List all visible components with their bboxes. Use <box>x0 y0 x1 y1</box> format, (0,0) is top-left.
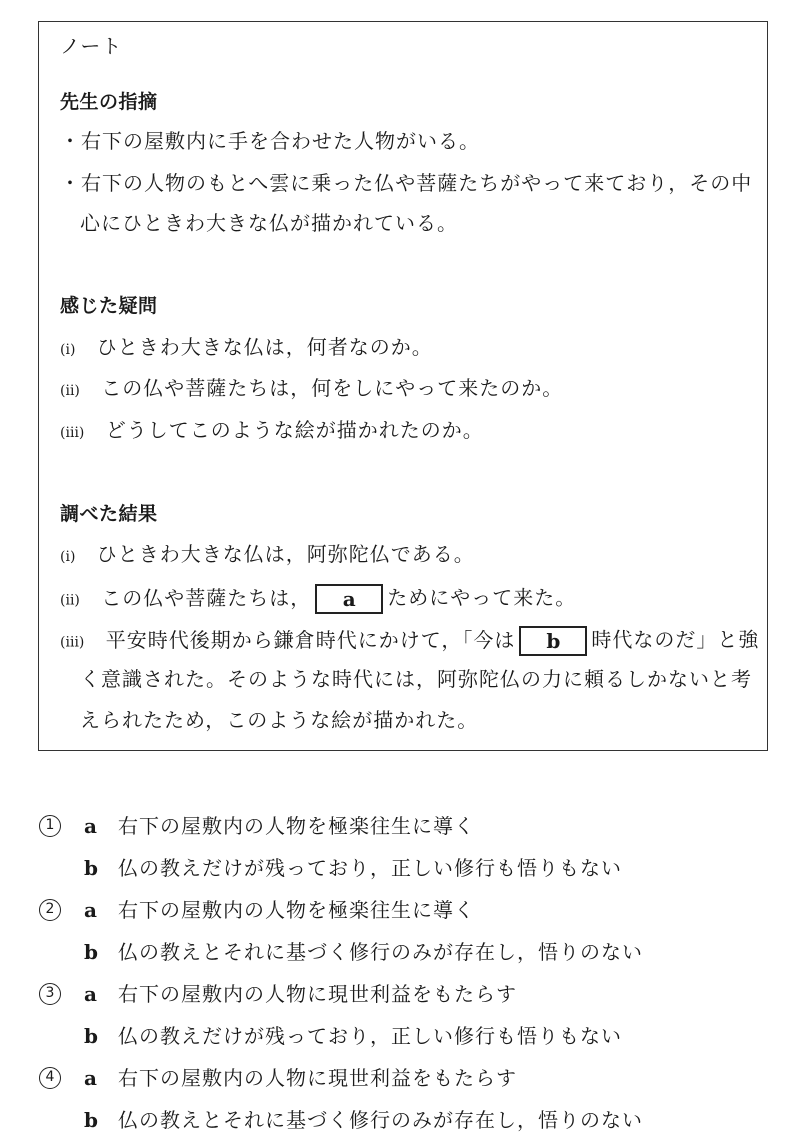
questions-heading: 感じた疑問 <box>60 295 158 317</box>
teacher-heading: 先生の指摘 <box>60 91 158 113</box>
option-2-b-text: 仏の教えとそれに基づく修行のみが存在し，悟りのない <box>118 940 643 964</box>
result-3-num: (ⅲ) <box>60 634 85 651</box>
question-3-text: どうしてこのような絵が描かれたのか。 <box>105 418 484 442</box>
option-4-number[interactable]: 4 <box>39 1067 61 1089</box>
question-1-text: ひときわ大きな仏は，何者なのか。 <box>96 335 433 359</box>
note-title: ノート <box>60 34 123 58</box>
option-4-b-text: 仏の教えとそれに基づく修行のみが存在し，悟りのない <box>118 1108 643 1132</box>
result-2-after: ためにやって来た。 <box>387 585 577 610</box>
question-2-text: この仏や菩薩たちは，何をしにやって来たのか。 <box>101 376 564 400</box>
option-4-a-label: a <box>84 1066 97 1090</box>
teacher-point-2-cont: 心にひときわ大きな仏が描かれている。 <box>80 211 458 235</box>
option-4-a-text: 右下の屋敷内の人物に現世利益をもたらす <box>118 1066 517 1090</box>
question-2-num: (ⅱ) <box>60 383 80 399</box>
result-2-before: この仏や菩薩たちは， <box>101 585 312 610</box>
result-2-num: (ⅱ) <box>60 592 80 609</box>
result-3-before: 平安時代後期から鎌倉時代にかけて，「今は <box>105 627 516 652</box>
question-3 <box>60 418 484 445</box>
result-3-after: 時代なのだ」と強 <box>591 627 760 652</box>
result-1-text: ひときわ大きな仏は，阿弥陀仏である。 <box>96 542 475 566</box>
result-1 <box>60 542 475 569</box>
result-3 <box>60 626 759 656</box>
question-2 <box>60 376 563 403</box>
option-2-a-label: a <box>84 898 97 922</box>
option-2-number[interactable]: 2 <box>39 899 61 921</box>
question-1-num: (ⅰ) <box>60 342 76 358</box>
question-3-num: (ⅲ) <box>60 425 85 441</box>
option-1-b-label: b <box>84 856 98 880</box>
result-3-line2: く意識された。そのような時代には，阿弥陀仏の力に頼るしかないと考 <box>80 667 752 691</box>
teacher-point-1: ・右下の屋敷内に手を合わせた人物がいる。 <box>60 129 480 153</box>
results-heading: 調べた結果 <box>60 503 158 525</box>
teacher-point-2: ・右下の人物のもとへ雲に乗った仏や菩薩たちがやって来ており，その中 <box>60 171 753 195</box>
blank-b: b <box>519 626 587 656</box>
result-1-num: (ⅰ) <box>60 549 76 565</box>
option-3-b-text: 仏の教えだけが残っており，正しい修行も悟りもない <box>118 1024 622 1048</box>
option-3-a-label: a <box>84 982 97 1006</box>
question-1 <box>60 335 433 362</box>
option-3-number[interactable]: 3 <box>39 983 61 1005</box>
option-1-a-text: 右下の屋敷内の人物を極楽往生に導く <box>118 814 475 838</box>
option-2-b-label: b <box>84 940 98 964</box>
option-1-number[interactable]: 1 <box>39 815 61 837</box>
result-2 <box>60 584 576 614</box>
option-1-b-text: 仏の教えだけが残っており，正しい修行も悟りもない <box>118 856 622 880</box>
option-3-b-label: b <box>84 1024 98 1048</box>
option-1-a-label: a <box>84 814 97 838</box>
blank-a: a <box>315 584 383 614</box>
result-3-line3: えられたため，このような絵が描かれた。 <box>80 708 479 732</box>
option-3-a-text: 右下の屋敷内の人物に現世利益をもたらす <box>118 982 517 1006</box>
option-2-a-text: 右下の屋敷内の人物を極楽往生に導く <box>118 898 475 922</box>
option-4-b-label: b <box>84 1108 98 1132</box>
